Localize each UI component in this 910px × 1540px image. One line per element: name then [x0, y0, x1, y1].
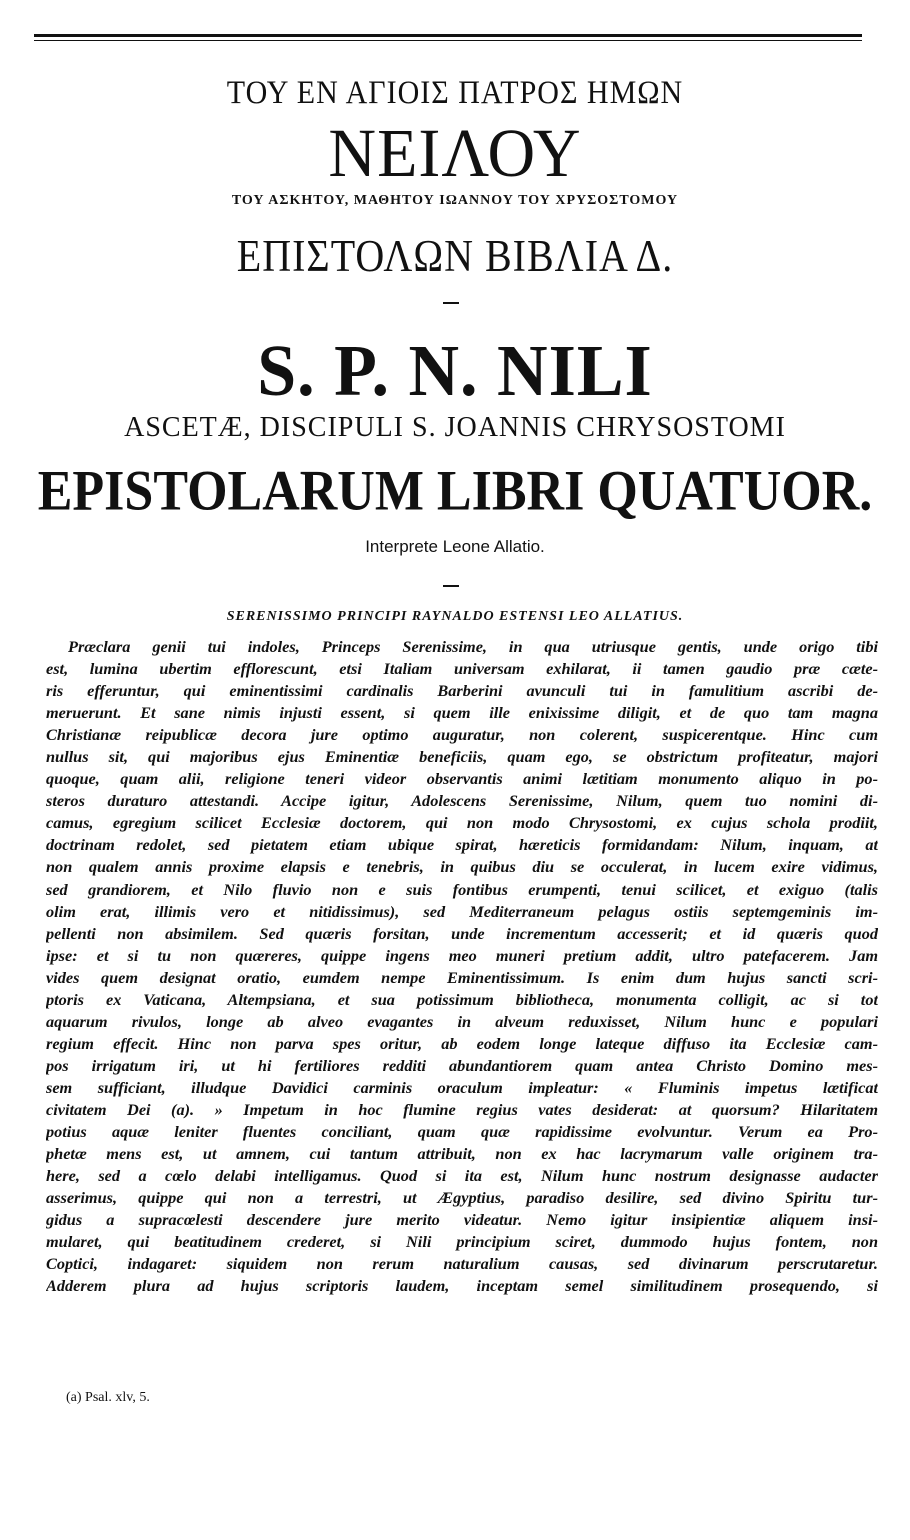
body-line: ptoris ex Vaticana, Altempsiana, et sua potissimum bibliotheca, monumenta colligit, ac si tot [46, 989, 878, 1009]
body-line: civitatem Dei (a). » Impetum in hoc flumine regius vates desiderat: at quorsum? Hilaritatem [46, 1099, 878, 1119]
body-line: phetæ mens est, ut amnem, cui tantum attribuit, non ex hac lacrymarum valle originem tra- [46, 1144, 878, 1164]
greek-work-title: ΕΠΙΣΤΟΛΩΝ ΒΙΒΛΙΑ Δ. [236, 229, 674, 282]
body-line: Christianæ reipublicæ decora jure optimo auguratur, non colerent, suspicerentque. Hinc cum [46, 725, 878, 745]
body-line: est, lumina ubertim efflorescunt, etsi Italiam universam exhilarat, ii tamen gaudio præ cæte- [46, 659, 878, 679]
body-line: doctrinam redolet, sed pietatem etiam ubique spirat, hæreticis formidandam: Nilum, inquam, at [46, 835, 878, 855]
body-line: sem sufficiant, illudque Davidici carminis oraculum impleatur: « Fluminis impetus lætificat [46, 1077, 878, 1097]
latin-header-subtitle: ASCETÆ, DISCIPULI S. JOANNIS CHRYSOSTOMI [124, 412, 786, 443]
body-line: pos irrigatum iri, ut hi fertiliores redditi abundantiorem quam antea Christo Domino mes- [46, 1055, 878, 1075]
latin-work-title: EPISTOLARUM LIBRI QUATUOR. [37, 460, 873, 523]
body-line: regium effecit. Hinc non parva spes oritur, ab eodem longe lateque diffuso ita Ecclesiæ cam- [46, 1033, 878, 1053]
body-line: gidus a supracœlesti descendere jure merito videatur. Nemo igitur insipientiæ aliquem insi- [46, 1210, 878, 1230]
body-line: meruerunt. Et sane nimis injusti essent, si quem ille enixissime diligit, et de quo tam magna [46, 703, 878, 723]
body-line: ris efferuntur, qui eminentissimi cardinalis Barberini avunculi tui in famulitium ascribi de- [46, 681, 878, 701]
top-rule-thin [34, 40, 862, 41]
body-line: steros duraturo attestandi. Accipe igitur, Adolescens Serenissime, Nilum, quem tuo nomini di- [46, 791, 878, 811]
body-line: camus, egregium scilicet Ecclesiæ doctorem, qui non modo Chrysostomi, ex cujus schola prodiit, [46, 813, 878, 833]
body-line: non qualem annis proxime elapsis e tenebris, in quibus diu se occulerat, in lucem exire vidimus, [46, 857, 878, 877]
body-line: Præclara genii tui indoles, Princeps Serenissime, in qua utriusque gentis, unde origo tibi [68, 637, 878, 656]
greek-header-line1: ΤΟΥ ΕΝ ΑΓΙΟΙΣ ΠΑΤΡΟΣ ΗΜΩΝ [226, 74, 684, 111]
body-line: aquarum rivulos, longe ab alveo evagantes in alveum reduxisset, Nilum hunc e populari [46, 1011, 878, 1031]
body-line: nullus sit, qui majoribus ejus Eminentiæ beneficiis, quam ego, se obstrictum profiteatur, majori [46, 747, 878, 767]
interpreter-line: Interprete Leone Allatio. [365, 537, 545, 556]
body-line: sed grandiorem, et Nilo fluvio non e suis fontibus erumpenti, tenui scilicet, et exiguo (talis [46, 879, 878, 899]
dedication-body [46, 636, 878, 1297]
divider-dash [443, 302, 459, 304]
body-line: Adderem plura ad hujus scriptoris laudem, inceptam semel similitudinem prosequendo, si [46, 1276, 878, 1296]
body-line: potius aquæ leniter fluentes conciliant, quam quæ rapidissime evolvuntur. Verum ea Pro- [46, 1122, 878, 1142]
body-line: ipse: et si tu non quæreres, quippe ingens meo muneri pretium addit, ultro patefacerem. Jam [46, 945, 878, 965]
latin-author-name: S. P. N. NILI [257, 331, 653, 412]
divider-dash [443, 585, 459, 587]
body-line: vides quem designat oratio, eumdem nempe Eminentissimum. Is enim dum hujus sancti scri- [46, 967, 878, 987]
footnote: (a) Psal. xlv, 5. [66, 1390, 150, 1405]
body-line: mularet, qui beatitudinem crederet, si Nili principium sciret, dummodo hujus fontem, non [46, 1232, 878, 1252]
body-line: olim erat, illimis vero et nitidissimus), sed Mediterraneum pelagus ostiis septemgeminis im- [46, 901, 878, 921]
body-line: quoque, quam alii, religione teneri videor observantis animi lætitiam monumento aliquo in po- [46, 769, 878, 789]
top-rule [34, 34, 862, 37]
greek-author-name: ΝΕΙΛΟΥ [328, 115, 582, 192]
body-line: pellenti non absimilem. Sed quæris forsitan, unde incrementum accesserit; et id quæris quod [46, 923, 878, 943]
body-line: here, sed a cœlo delabi intelligamus. Quod si ita est, Nilum hunc nostrum designasse audacter [46, 1166, 878, 1186]
dedication-heading: SERENISSIMO PRINCIPI RAYNALDO ESTENSI LEO ALLATIUS. [226, 609, 684, 624]
body-line: asserimus, quippe qui non a terrestri, ut Ægyptius, paradiso desilire, sed divino Spiritu tur- [46, 1188, 878, 1208]
greek-header-subtitle: ΤΟΥ ΑΣΚΗΤΟΥ, ΜΑΘΗΤΟΥ ΙΩΑΝΝΟΥ ΤΟΥ ΧΡΥΣΟΣΤΟΜΟΥ [231, 193, 679, 208]
body-line: Coptici, indagaret: siquidem non rerum naturalium causas, sed divinarum perscrutaretur. [46, 1254, 878, 1274]
